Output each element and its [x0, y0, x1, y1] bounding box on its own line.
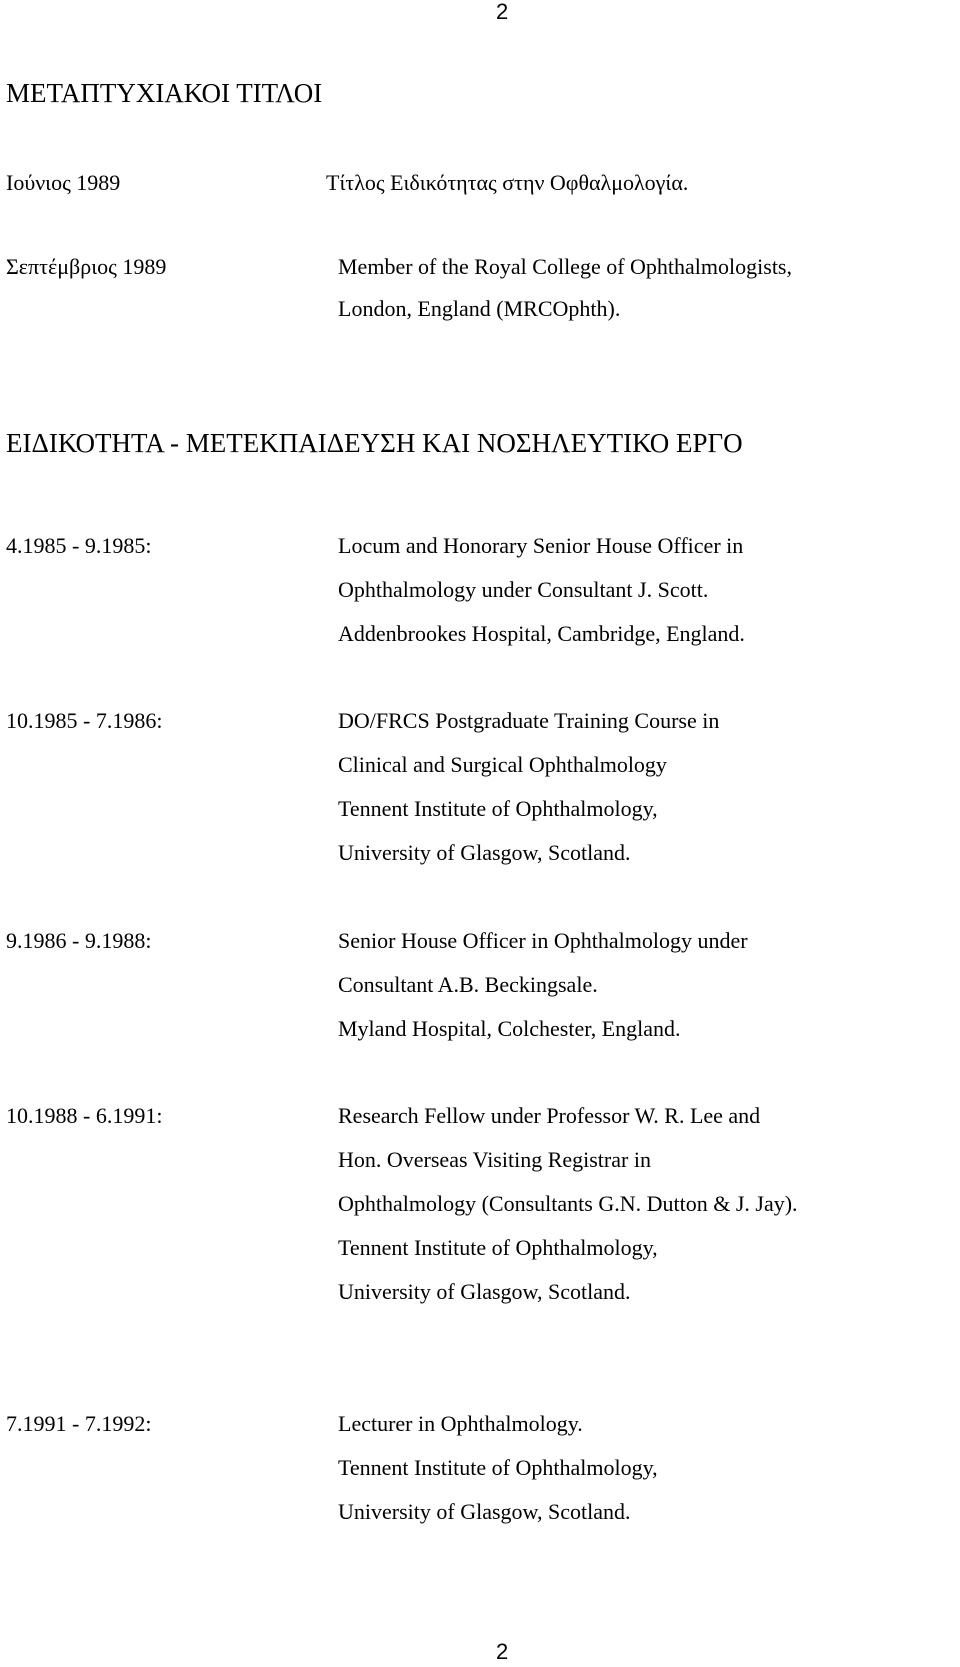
entry-line: Lecturer in Ophthalmology. — [338, 1411, 583, 1436]
entry-description — [326, 168, 688, 212]
entry-line: Τίτλος Ειδικότητας στην Οφθαλμολογία. — [326, 170, 689, 195]
entry-line: Hon. Overseas Visiting Registrar in — [338, 1147, 651, 1172]
entry-line: Locum and Honorary Senior House Officer in — [338, 533, 744, 558]
entry-description — [338, 706, 719, 882]
entry-line: University of Glasgow, Scotland. — [338, 1279, 631, 1304]
entry-date: 10.1988 - 6.1991: — [6, 1103, 163, 1128]
entry-line: Ophthalmology under Consultant J. Scott. — [338, 577, 709, 602]
entry-line: London, England (MRCOphth). — [338, 296, 621, 321]
entry-date: 4.1985 - 9.1985: — [6, 533, 152, 558]
entry-line: Ophthalmology (Consultants G.N. Dutton & J. Jay). — [338, 1191, 798, 1216]
entry-date: 10.1985 - 7.1986: — [6, 708, 163, 733]
entry-date: 9.1986 - 9.1988: — [6, 928, 152, 953]
postgraduate-titles-heading: ΜΕΤΑΠΤΥΧΙΑΚΟΙ ΤΙΤΛΟΙ — [6, 78, 323, 108]
entry-line: Senior House Officer in Ophthalmology under — [338, 928, 748, 953]
entry-line: Clinical and Surgical Ophthalmology — [338, 752, 667, 777]
entry-line: Research Fellow under Professor W. R. Lee and — [338, 1103, 761, 1128]
entry-line: Consultant A.B. Beckingsale. — [338, 972, 598, 997]
entry-line: Tennent Institute of Ophthalmology, — [338, 796, 658, 821]
entry-description — [338, 531, 745, 663]
entry-description — [338, 252, 792, 336]
entry-description — [338, 926, 748, 1058]
entry-line: University of Glasgow, Scotland. — [338, 1499, 631, 1524]
entry-date: Σεπτέμβριος 1989 — [6, 254, 167, 279]
page-number-top: 2 — [496, 0, 509, 24]
specialty-training-heading: ΕΙΔΙΚΟΤΗΤΑ - ΜΕΤΕΚΠΑΙΔΕΥΣΗ ΚΑΙ ΝΟΣΗΛΕΥΤΙΚΟ ΕΡΓΟ — [6, 428, 743, 458]
entry-description — [338, 1409, 658, 1541]
entry-line: DO/FRCS Postgraduate Training Course in — [338, 708, 720, 733]
entry-line: Myland Hospital, Colchester, England. — [338, 1016, 681, 1041]
entry-line: Addenbrookes Hospital, Cambridge, England. — [338, 621, 745, 646]
entry-description — [338, 1101, 798, 1321]
entry-line: Member of the Royal College of Ophthalmologists, — [338, 254, 792, 279]
entry-date: Ιούνιος 1989 — [6, 170, 121, 195]
entry-line: University of Glasgow, Scotland. — [338, 840, 631, 865]
page-number-bottom: 2 — [496, 1639, 509, 1664]
entry-line: Tennent Institute of Ophthalmology, — [338, 1235, 658, 1260]
entry-date: 7.1991 - 7.1992: — [6, 1411, 152, 1436]
entry-line: Tennent Institute of Ophthalmology, — [338, 1455, 658, 1480]
